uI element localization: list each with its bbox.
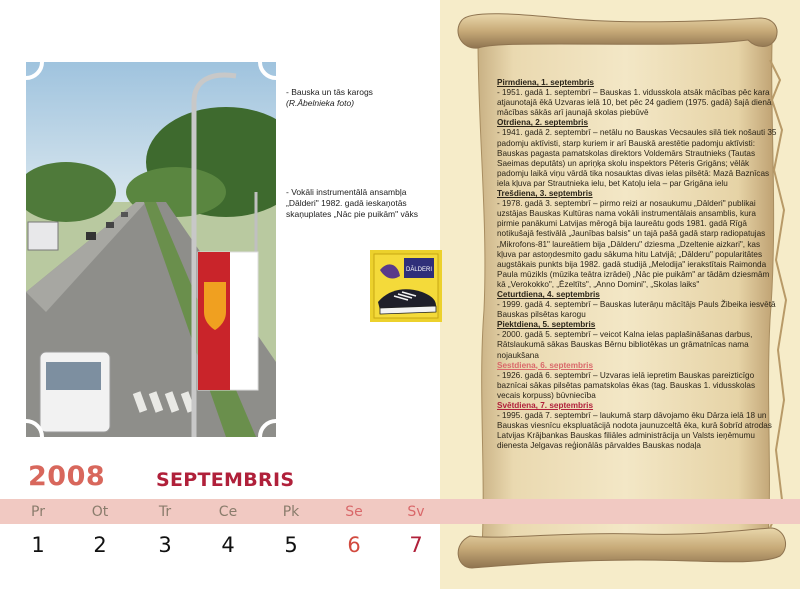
entry-text: - 1978. gadā 3. septembrī – pirmo reizi ar nosaukumu „Dālderi" publikai uzstājas Bauskas Kultūras nama vokāli instrumentālais ansamblis, kura pirmie panākumi Latvijas mērogā bija laureātu gods 1981. gadā Rīgā notikušajā festivālā „Jaunības balsis" un tajā pašā gadā starp radiopatujas „Mikrofons-81" laureātiem bija „Dālderu" dziesma „Dzeltenie aizkari", kas kļuva par astoņdesmito gadu sākuma hitu Latvijā; „Dālderu" popularitātes augstākais punkts bija 1982. gadā studijā „Melodija" ierakstītais Raimonda Paula mūzikls (mūzika teātra izrādei) „Nāc pie puikām" ar tādām dziesmām kā „Verokokko", „Ēzeltīts", „Anno Domini", „Skolas laiks" xyxy=(497,199,770,289)
band-caption xyxy=(286,187,418,220)
day-7: 7 xyxy=(409,533,423,557)
entry-text: - 1951. gadā 1. septembrī – Bauskas 1. vidusskola atsāk mācības pēc kara atjaunotajā ēkā Uzvaras ielā 10, bet pēc 24 gadiem (1975. gadā) šajā dienā mācības sākās arī jaunajā skolas piebūvē xyxy=(497,88,772,118)
history-entries xyxy=(497,78,779,451)
band-caption-line2: „Dālderi" 1982. gadā ieskaņotās xyxy=(286,198,407,208)
day-5: 5 xyxy=(284,533,298,557)
weekday-thu: Ce xyxy=(218,504,238,520)
day-3: 3 xyxy=(158,533,172,557)
svg-text:DĀLDERI: DĀLDERI xyxy=(405,267,433,273)
entry-day-heading: Trešdiena, 3. septembris xyxy=(497,189,593,199)
entry-text: - 1926. gadā 6. septembrī – Uzvaras ielā iepretim Bauskas pareizticīgo baznīcai sākas pilsētas pamatskolas ēkas (tag. Bauskas 1. vidusskolas vecais korpuss) būvniecība xyxy=(497,370,756,400)
entry-day-heading: Piektdiena, 5. septembris xyxy=(497,320,596,330)
album-cover-image xyxy=(370,250,442,322)
entry-day-heading: Sestdiena, 6. septembris xyxy=(497,360,594,370)
weekday-sun: Sv xyxy=(407,504,425,520)
day-6: 6 xyxy=(347,533,361,557)
weekday-fri: Pk xyxy=(282,504,300,520)
entry-text: - 1999. gadā 4. septembrī – Bauskas luterāņu mācītājs Pauls Žibeika iesvētā Bauskas pilsētas karogu xyxy=(497,300,776,320)
day-2: 2 xyxy=(93,533,107,557)
band-caption-line1: - Vokāli instrumentālā ansambļa xyxy=(286,187,407,197)
calendar-month: SEPTEMBRIS xyxy=(156,469,295,491)
entry-text: - 1941. gadā 2. septembrī – netālu no Bauskas Vecsaules silā tiek nošauti 35 padomju aktīvisti, starp kuriem ir arī Bauskā arestētie padomju aktīvisti: Bauskas pagasta pamatskolas direktors Voldemārs Strautnieks (Tautas Saeimas deputāts) un apriņķa skolu inspektors Pēteris Grigāns; vēlāk padomju laikā viņu vārdā tika nosauktas divas ielas pilsētā: Mazā Baznīcas iela kļuva par Strautnieka ielu, bet Katoļu iela – par Grigāna ielu xyxy=(497,128,777,188)
entry-day-heading: Ceturtdiena, 4. septembris xyxy=(497,289,600,299)
calendar-year: 2008 xyxy=(28,461,106,492)
entry-day-heading: Svētdiena, 7. septembris xyxy=(497,401,594,410)
entry-day-heading: Otrdiena, 2. septembris xyxy=(497,118,589,128)
weekday-wed: Tr xyxy=(158,504,172,520)
band-caption-line3: skaņuplates „Nāc pie puikām" vāks xyxy=(286,209,418,219)
entry-text: - 1995. gadā 7. septembrī – laukumā starp dāvojamo ēku Dārza ielā 18 un Bauskas viesnīcu ekspluatācijā nodota jaunuzceltā ēka, kurā šobrīd atrodas Latvijas Krājbankas Bauskas filiāles administrācija un Valsts ieņēmumu dienesta Jelgavas reģionālās pārvaldes Bauskas nodaļa xyxy=(497,411,772,451)
flag-caption-line2: (R.Ābelnieka foto) xyxy=(286,98,355,108)
weekday-tue: Ot xyxy=(91,504,109,520)
bauska-street-photo xyxy=(26,62,276,437)
day-4: 4 xyxy=(221,533,235,557)
weekday-sat: Se xyxy=(345,504,363,520)
flag-caption-line1: - Bauska un tās karogs xyxy=(286,87,373,97)
flag-caption xyxy=(286,87,373,109)
entry-text: - 2000. gadā 5. septembrī – veicot Kalna ielas paplašināšanas darbus, Rātslaukumā sākas Bauskas Bērnu bibliotēkas un grāmatnīcas nama nojaukšana xyxy=(497,330,753,360)
weekday-mon: Pr xyxy=(31,504,45,520)
day-1: 1 xyxy=(31,533,45,557)
entry-day-heading: Pirmdiena, 1. septembris xyxy=(497,78,594,87)
